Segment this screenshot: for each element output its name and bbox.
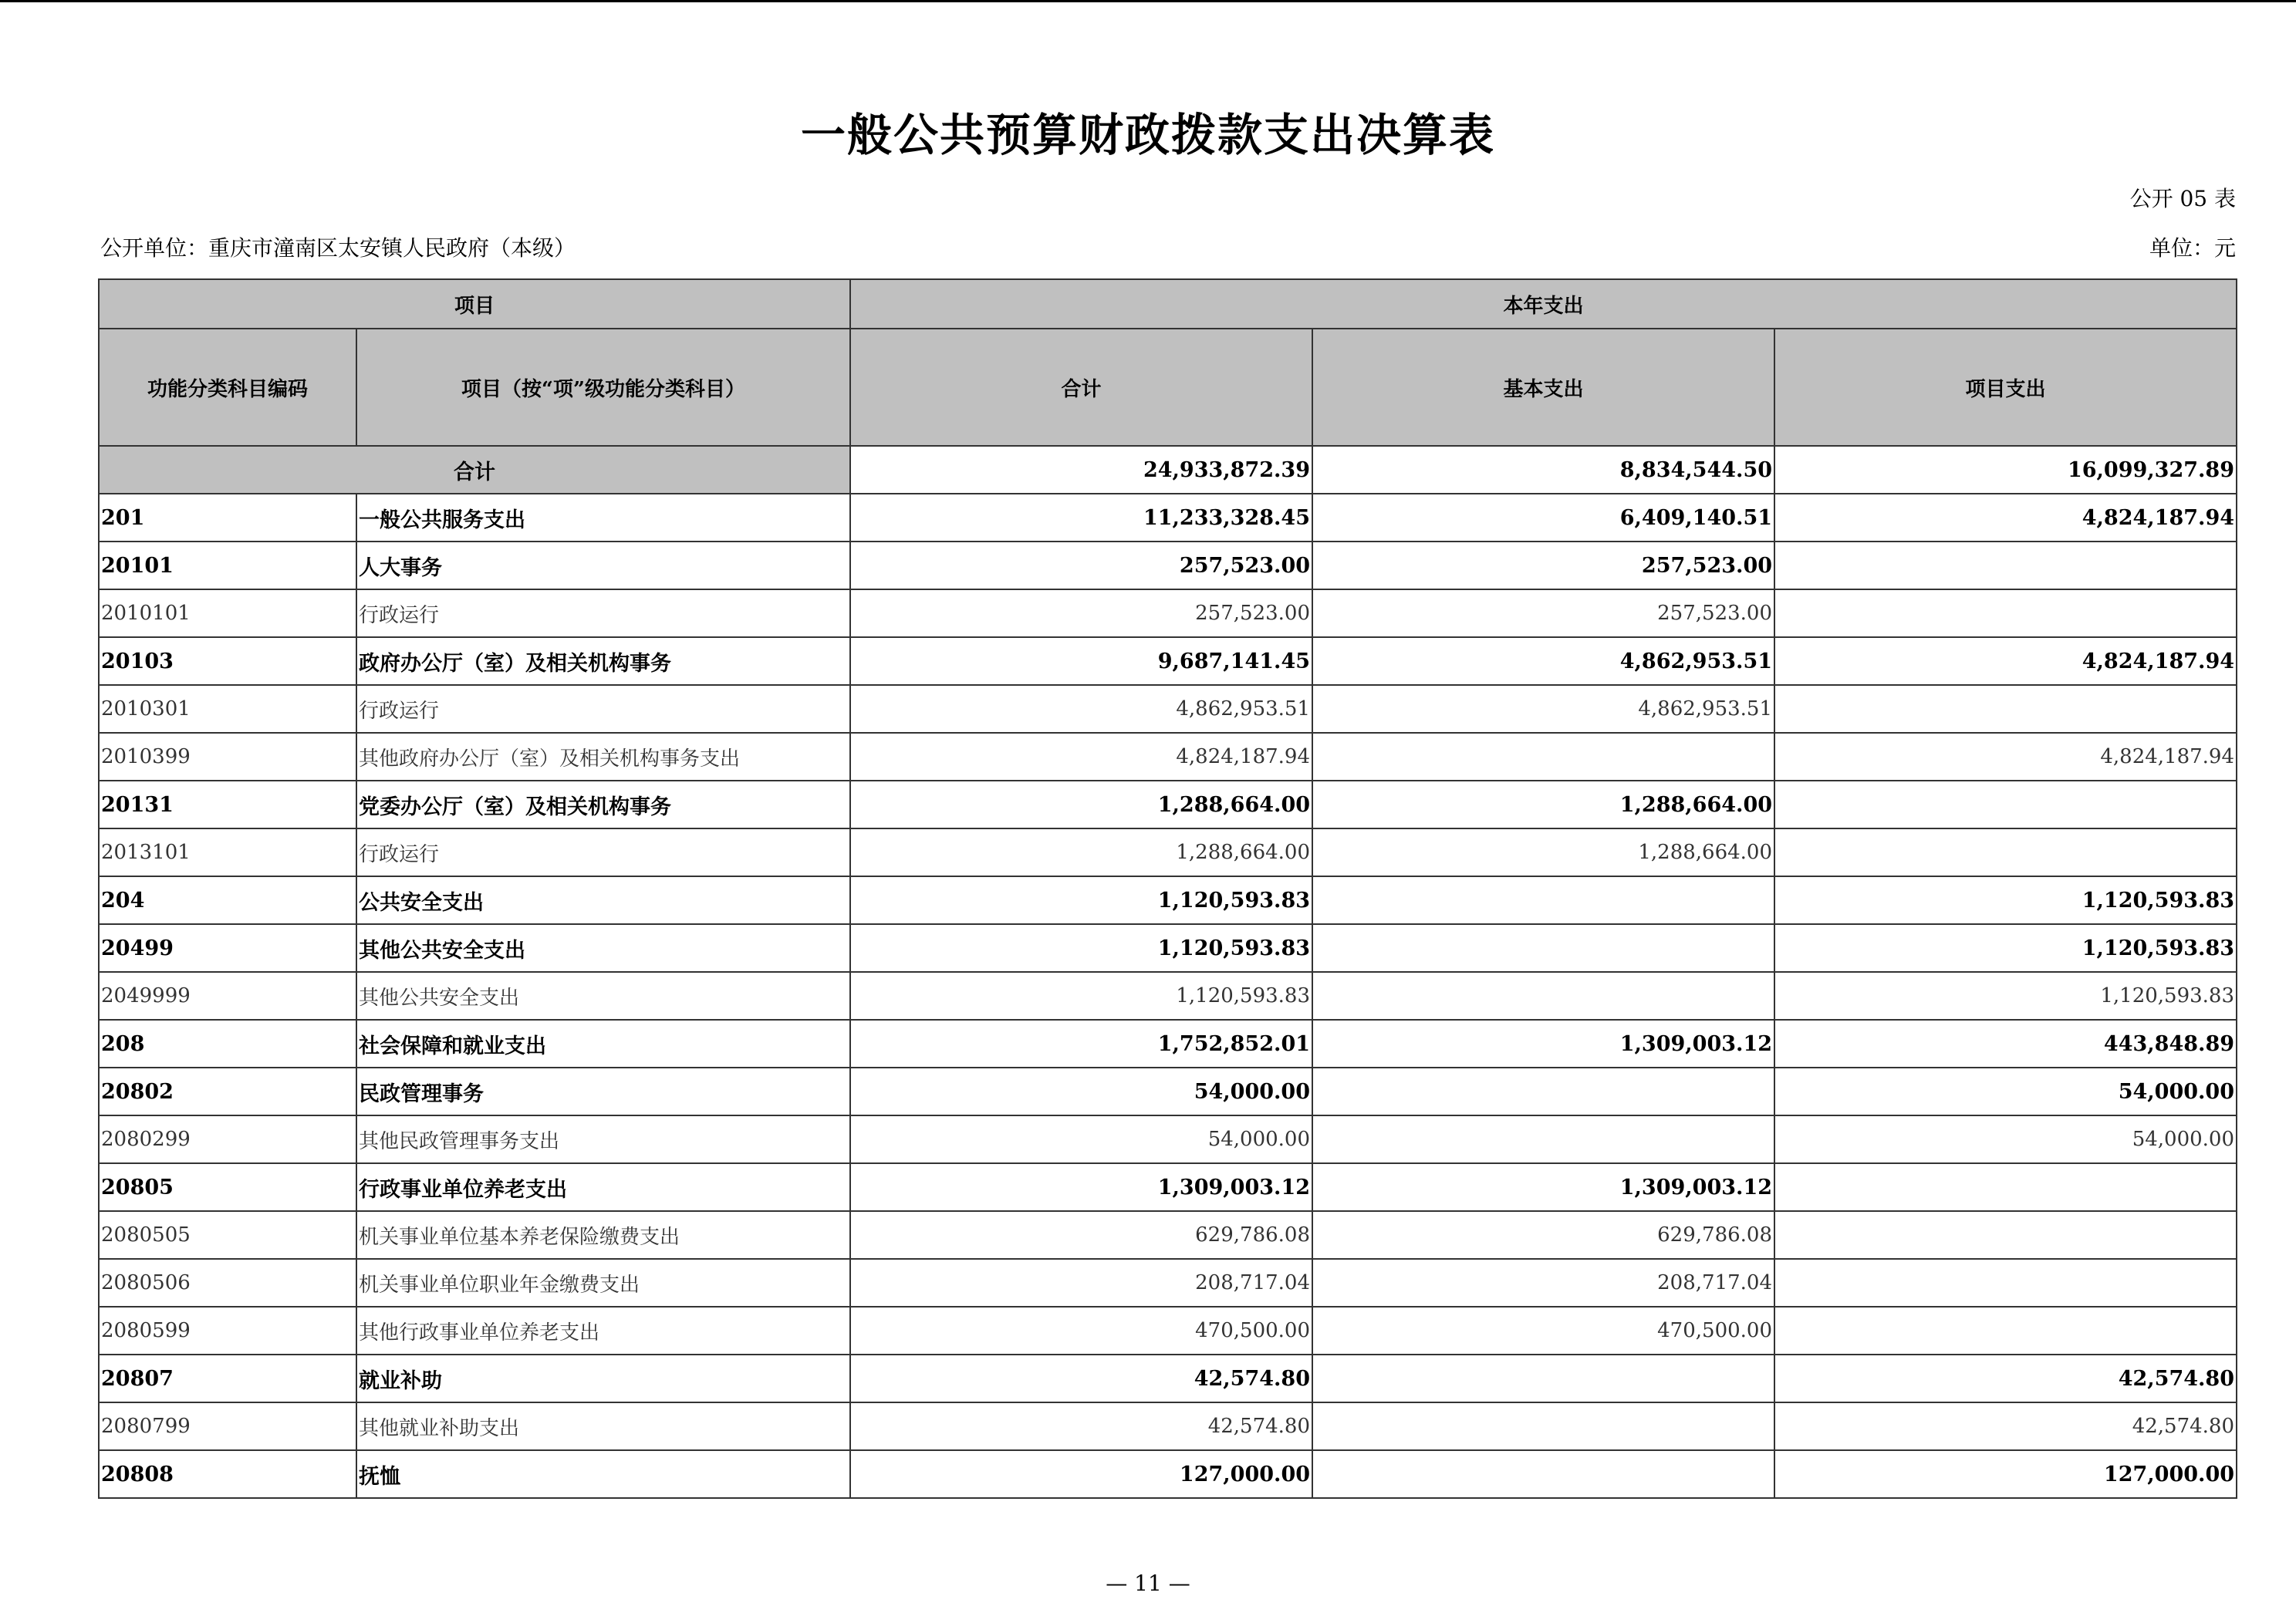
- cell-basic: [1312, 1355, 1774, 1402]
- cell-name: 其他政府办公厅（室）及相关机构事务支出: [356, 733, 850, 781]
- cell-basic: 470,500.00: [1312, 1307, 1774, 1355]
- table-row: [99, 542, 2237, 589]
- cell-basic: [1312, 1068, 1774, 1115]
- total-row-basic: 8,834,544.50: [1312, 446, 1774, 494]
- cell-code: 2080506: [99, 1259, 356, 1307]
- header-basic: 基本支出: [1312, 329, 1774, 446]
- header-project: 项目: [99, 279, 850, 329]
- cell-project: 1,120,593.83: [1774, 876, 2237, 924]
- cell-code: 20807: [99, 1355, 356, 1402]
- cell-total: 1,309,003.12: [850, 1163, 1312, 1211]
- cell-project: 127,000.00: [1774, 1450, 2237, 1498]
- table-row: [99, 828, 2237, 876]
- cell-name: 行政事业单位养老支出: [356, 1163, 850, 1211]
- cell-total: 9,687,141.45: [850, 637, 1312, 685]
- cell-code: 2013101: [99, 828, 356, 876]
- total-row-total: 24,933,872.39: [850, 446, 1312, 494]
- cell-code: 2010399: [99, 733, 356, 781]
- table-row: [99, 1402, 2237, 1450]
- cell-basic: [1312, 1402, 1774, 1450]
- cell-basic: 4,862,953.51: [1312, 637, 1774, 685]
- cell-basic: [1312, 1115, 1774, 1163]
- cell-name: 其他公共安全支出: [356, 972, 850, 1020]
- cell-total: 42,574.80: [850, 1355, 1312, 1402]
- header-project-expenditure: 项目支出: [1774, 329, 2237, 446]
- cell-project: 4,824,187.94: [1774, 494, 2237, 542]
- cell-project: [1774, 1307, 2237, 1355]
- cell-code: 20802: [99, 1068, 356, 1115]
- cell-code: 208: [99, 1020, 356, 1068]
- cell-basic: [1312, 924, 1774, 972]
- page-number: — 11 —: [1106, 1571, 1190, 1596]
- cell-project: [1774, 542, 2237, 589]
- cell-name: 公共安全支出: [356, 876, 850, 924]
- cell-project: [1774, 828, 2237, 876]
- cell-basic: 4,862,953.51: [1312, 685, 1774, 733]
- cell-name: 其他公共安全支出: [356, 924, 850, 972]
- cell-name: 机关事业单位职业年金缴费支出: [356, 1259, 850, 1307]
- cell-basic: 1,309,003.12: [1312, 1163, 1774, 1211]
- cell-total: 1,120,593.83: [850, 972, 1312, 1020]
- table-row: [99, 924, 2237, 972]
- cell-code: 2080505: [99, 1211, 356, 1259]
- cell-project: [1774, 589, 2237, 637]
- cell-code: 20808: [99, 1450, 356, 1498]
- cell-name: 人大事务: [356, 542, 850, 589]
- cell-basic: [1312, 1450, 1774, 1498]
- cell-code: 20131: [99, 781, 356, 828]
- cell-name: 行政运行: [356, 828, 850, 876]
- expenditure-table: [98, 278, 2237, 1499]
- cell-name: 社会保障和就业支出: [356, 1020, 850, 1068]
- cell-name: 其他民政管理事务支出: [356, 1115, 850, 1163]
- cell-name: 抚恤: [356, 1450, 850, 1498]
- cell-project: 54,000.00: [1774, 1068, 2237, 1115]
- cell-total: 1,752,852.01: [850, 1020, 1312, 1068]
- table-row: [99, 1450, 2237, 1498]
- cell-total: 470,500.00: [850, 1307, 1312, 1355]
- cell-project: [1774, 781, 2237, 828]
- cell-name: 其他行政事业单位养老支出: [356, 1307, 850, 1355]
- header-name: 项目（按“项”级功能分类科目）: [356, 329, 850, 446]
- cell-project: [1774, 1163, 2237, 1211]
- cell-project: 1,120,593.83: [1774, 972, 2237, 1020]
- cell-total: 54,000.00: [850, 1115, 1312, 1163]
- cell-code: 2080599: [99, 1307, 356, 1355]
- cell-name: 政府办公厅（室）及相关机构事务: [356, 637, 850, 685]
- cell-basic: 629,786.08: [1312, 1211, 1774, 1259]
- cell-code: 2080799: [99, 1402, 356, 1450]
- cell-total: 1,120,593.83: [850, 876, 1312, 924]
- table-row: [99, 637, 2237, 685]
- table-row: [99, 589, 2237, 637]
- cell-name: 一般公共服务支出: [356, 494, 850, 542]
- cell-name: 行政运行: [356, 589, 850, 637]
- cell-basic: 1,288,664.00: [1312, 781, 1774, 828]
- cell-total: 629,786.08: [850, 1211, 1312, 1259]
- cell-total: 4,824,187.94: [850, 733, 1312, 781]
- cell-code: 20101: [99, 542, 356, 589]
- header-row-2: [99, 329, 2237, 446]
- cell-total: 257,523.00: [850, 542, 1312, 589]
- cell-project: 4,824,187.94: [1774, 733, 2237, 781]
- cell-total: 257,523.00: [850, 589, 1312, 637]
- cell-basic: [1312, 876, 1774, 924]
- cell-total: 127,000.00: [850, 1450, 1312, 1498]
- cell-project: 1,120,593.83: [1774, 924, 2237, 972]
- table-number: 公开 05 表: [2129, 186, 2236, 211]
- cell-code: 204: [99, 876, 356, 924]
- cell-project: 443,848.89: [1774, 1020, 2237, 1068]
- cell-total: 1,288,664.00: [850, 781, 1312, 828]
- cell-name: 机关事业单位基本养老保险缴费支出: [356, 1211, 850, 1259]
- total-row: [99, 446, 2237, 494]
- cell-basic: 208,717.04: [1312, 1259, 1774, 1307]
- cell-code: 2080299: [99, 1115, 356, 1163]
- currency-unit-label: 单位：元: [2149, 235, 2236, 261]
- cell-total: 4,862,953.51: [850, 685, 1312, 733]
- cell-name: 行政运行: [356, 685, 850, 733]
- header-row-1: [99, 279, 2237, 329]
- table-row: [99, 733, 2237, 781]
- cell-project: [1774, 685, 2237, 733]
- cell-name: 就业补助: [356, 1355, 850, 1402]
- document-title: 一般公共预算财政拨款支出决算表: [800, 109, 1495, 161]
- cell-project: 42,574.80: [1774, 1355, 2237, 1402]
- cell-name: 党委办公厅（室）及相关机构事务: [356, 781, 850, 828]
- cell-total: 1,288,664.00: [850, 828, 1312, 876]
- cell-project: 54,000.00: [1774, 1115, 2237, 1163]
- cell-project: 4,824,187.94: [1774, 637, 2237, 685]
- table-row: [99, 1115, 2237, 1163]
- table-row: [99, 1163, 2237, 1211]
- table-row: [99, 1068, 2237, 1115]
- table-row: [99, 494, 2237, 542]
- cell-code: 2049999: [99, 972, 356, 1020]
- cell-basic: 1,309,003.12: [1312, 1020, 1774, 1068]
- total-row-label: 合计: [99, 446, 850, 494]
- header-total: 合计: [850, 329, 1312, 446]
- cell-total: 208,717.04: [850, 1259, 1312, 1307]
- page-top-border: [0, 0, 2296, 2]
- cell-code: 20499: [99, 924, 356, 972]
- cell-total: 42,574.80: [850, 1402, 1312, 1450]
- table-row: [99, 1020, 2237, 1068]
- table-row: [99, 1211, 2237, 1259]
- cell-basic: 257,523.00: [1312, 542, 1774, 589]
- table-row: [99, 685, 2237, 733]
- table-row: [99, 781, 2237, 828]
- cell-total: 11,233,328.45: [850, 494, 1312, 542]
- cell-code: 20103: [99, 637, 356, 685]
- table-row: [99, 1307, 2237, 1355]
- cell-basic: [1312, 733, 1774, 781]
- header-code: 功能分类科目编码: [99, 329, 356, 446]
- cell-project: [1774, 1259, 2237, 1307]
- organization-label: 公开单位：重庆市潼南区太安镇人民政府（本级）: [100, 235, 576, 261]
- table-row: [99, 1355, 2237, 1402]
- cell-total: 54,000.00: [850, 1068, 1312, 1115]
- table-row: [99, 1259, 2237, 1307]
- cell-basic: [1312, 972, 1774, 1020]
- cell-total: 1,120,593.83: [850, 924, 1312, 972]
- total-row-project: 16,099,327.89: [1774, 446, 2237, 494]
- header-current-year: 本年支出: [850, 279, 2237, 329]
- cell-basic: 1,288,664.00: [1312, 828, 1774, 876]
- cell-project: [1774, 1211, 2237, 1259]
- table-row: [99, 876, 2237, 924]
- cell-basic: 257,523.00: [1312, 589, 1774, 637]
- cell-project: 42,574.80: [1774, 1402, 2237, 1450]
- cell-code: 20805: [99, 1163, 356, 1211]
- cell-basic: 6,409,140.51: [1312, 494, 1774, 542]
- cell-code: 2010101: [99, 589, 356, 637]
- cell-name: 其他就业补助支出: [356, 1402, 850, 1450]
- cell-name: 民政管理事务: [356, 1068, 850, 1115]
- cell-code: 201: [99, 494, 356, 542]
- table-row: [99, 972, 2237, 1020]
- cell-code: 2010301: [99, 685, 356, 733]
